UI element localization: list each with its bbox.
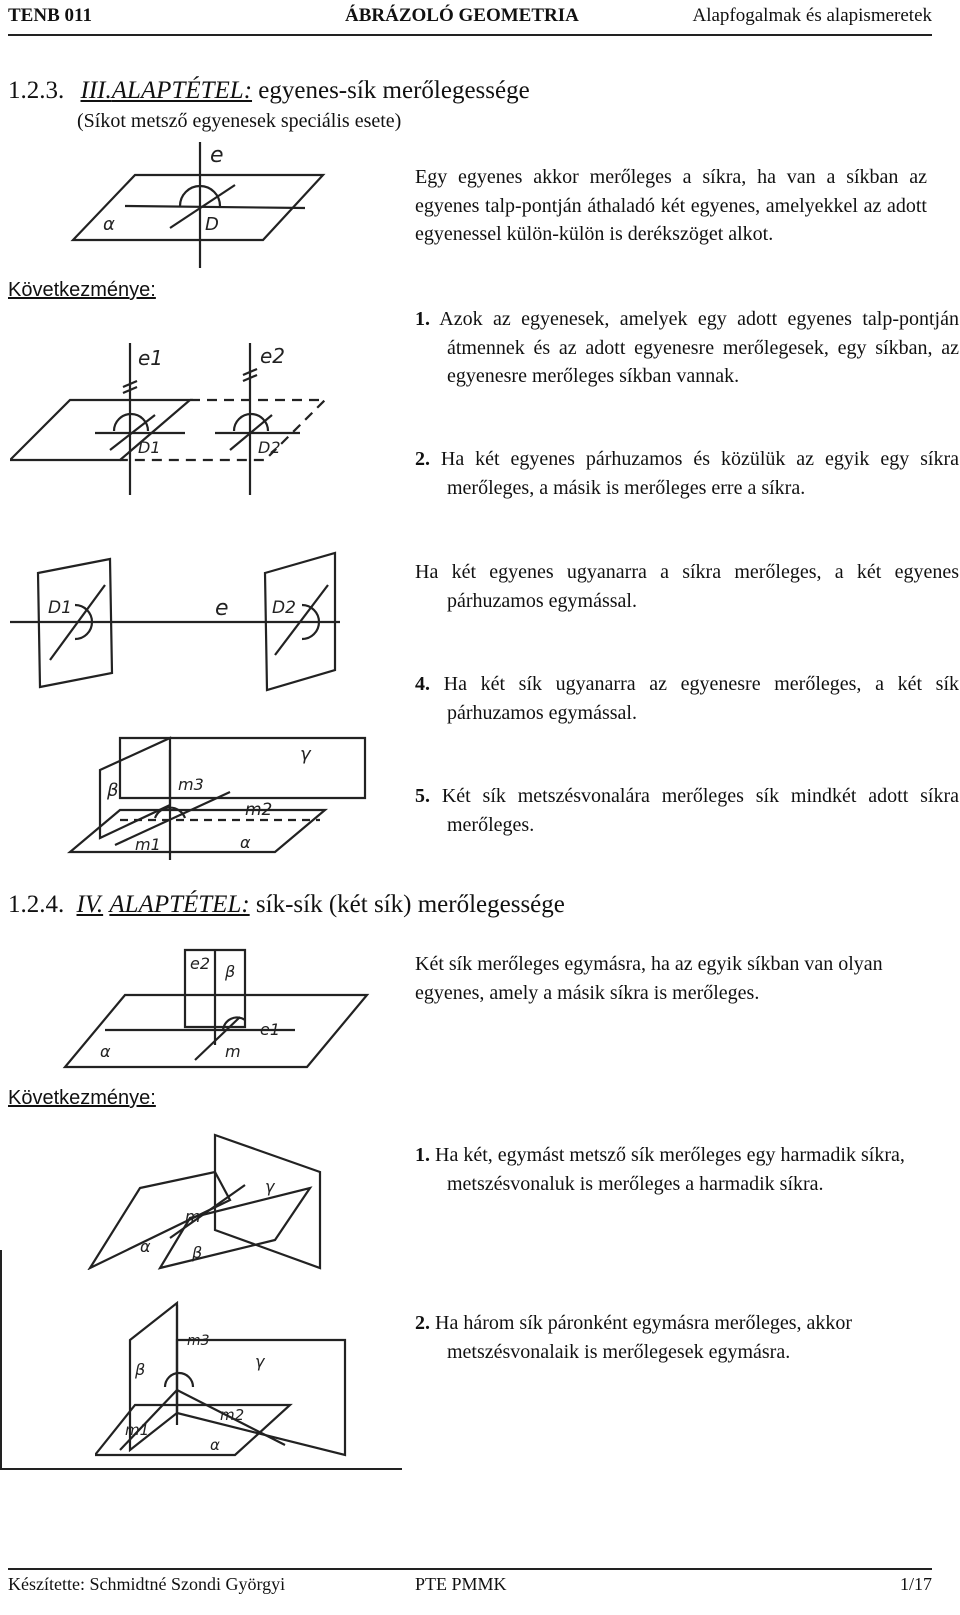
section1-roman: III. (80, 77, 112, 104)
section2-item-1-number: 1. (415, 1144, 430, 1166)
fig1-label-alpha: α (103, 214, 115, 235)
figure-parallel-lines-plane (10, 335, 330, 500)
section1-keyword: ALAPTÉTEL: (111, 77, 253, 104)
section1-item-3 (415, 558, 959, 615)
section1-item-2-text: Ha két egyenes párhuzamos és közülük az egyik egy síkra merőleges, a másik is merőleges erre a síkra. (440, 448, 959, 499)
fig3-label-d2: D2 (272, 598, 296, 618)
fig7-label-gamma: γ (255, 1352, 265, 1371)
section1-item-4-text: Ha két sík ugyanarra az egyenesre merőleges, a két sík párhuzamos egymással. (443, 673, 959, 724)
fig6-label-beta: β (192, 1243, 203, 1262)
section1-definition: Egy egyenes akkor merőleges a síkra, ha van a síkban az egyenes talp-pontján áthaladó két egyenes, amelyekkel az adott egyenessel külön-külön is derékszöget alkot. (415, 166, 927, 245)
footer-page-number: 1/17 (899, 1574, 932, 1594)
section2-number: 1.2.4. (8, 891, 65, 918)
fig2-label-d1: D1 (138, 438, 161, 457)
fig4-label-alpha: α (240, 833, 251, 852)
fig2-label-d2: D2 (258, 438, 281, 457)
section2-title-text: sík-sík (két sík) merőlegessége (255, 891, 565, 918)
footer-author: Készítette: Schmidtné Szondi Györgyi (8, 1574, 286, 1594)
section1-title-text: egyenes-sík merőlegessége (258, 77, 530, 104)
figure-plane-plane-perpendicular (45, 945, 370, 1075)
fig5-label-e1: e1 (260, 1020, 281, 1039)
section1-consequence-label: Következménye: (8, 279, 156, 301)
fig6-label-gamma: γ (265, 1177, 275, 1196)
section1-item-1-text: Azok az egyenesek, amelyek egy adott egyenes talp-pontján átmennek és az adott egyenesre merőlegesek, egy síkban, az egyenesre merőleges síkban vannak. (439, 308, 959, 387)
section2-roman: IV. (76, 891, 104, 918)
fig3-label-d1: D1 (48, 598, 72, 618)
fig1-label-d: D (205, 214, 219, 235)
fig7-label-alpha: α (210, 1436, 220, 1454)
section2-item-1-text: Ha két, egymást metsző sík merőleges egy harmadik síkra, metszésvonaluk is merőleges a harmadik síkra. (435, 1144, 905, 1195)
section1-item-5 (415, 782, 959, 839)
section2-item-2-number: 2. (415, 1312, 430, 1334)
fig1-label-e: e (210, 143, 224, 168)
fig2-label-e2: e2 (260, 344, 286, 368)
fig7-label-m1: m1 (125, 1421, 150, 1439)
header-chapter: Alapfogalmak és alapismeretek (692, 5, 932, 26)
header-subject: ÁBRÁZOLÓ GEOMETRIA (345, 5, 579, 26)
fig4-label-gamma: γ (300, 744, 311, 765)
section1-item-2 (415, 445, 959, 502)
fig5-label-alpha: α (100, 1042, 111, 1061)
section2-item-2 (415, 1309, 959, 1366)
figure-line-perpendicular-plane (65, 140, 335, 270)
section1-subtitle: (Síkot metsző egyenesek speciális esete) (77, 110, 402, 132)
section1-item-3-text: Ha két egyenes ugyanarra a síkra merőleges, a két egyenes párhuzamos egymással. (415, 561, 959, 612)
section1-title (8, 76, 530, 106)
section1-item-1-number: 1. (415, 308, 430, 330)
section2-keyword: ALAPTÉTEL: (109, 891, 250, 918)
fig7-label-beta: β (135, 1360, 146, 1379)
section1-item-4-number: 4. (415, 673, 430, 695)
fig7-label-m3: m3 (187, 1333, 210, 1349)
section2-definition: Két sík merőleges egymásra, ha az egyik síkban van olyan egyenes, amely a másik síkra is merőleges. (415, 953, 883, 1004)
fig2-label-e1: e1 (138, 346, 164, 370)
fig3-label-e: e (215, 596, 229, 621)
header-course-code: TENB 011 (8, 5, 92, 26)
footer-institution: PTE PMMK (415, 1574, 507, 1594)
section1-item-5-number: 5. (415, 785, 430, 807)
margin-line-vertical (0, 1250, 2, 1470)
fig6-label-m: m (185, 1207, 201, 1226)
section2-title (8, 890, 565, 920)
fig5-label-m: m (225, 1042, 241, 1061)
section1-item-5-text: Két sík metszésvonalára merőleges sík mindkét adott síkra merőleges. (441, 785, 959, 836)
fig5-label-e2: e2 (190, 954, 211, 973)
section2-item-1 (415, 1141, 959, 1198)
footer-rule (8, 1568, 932, 1570)
section1-item-4 (415, 670, 959, 727)
section1-number: 1.2.3. (8, 77, 65, 104)
fig7-label-m2: m2 (220, 1406, 245, 1424)
fig4-label-m1: m1 (135, 835, 161, 854)
section1-item-2-number: 2. (415, 448, 430, 470)
margin-line-horizontal (0, 1468, 402, 1470)
fig4-label-m2: m2 (245, 800, 273, 820)
section1-item-1 (415, 305, 959, 391)
fig5-label-beta: β (225, 962, 236, 981)
figure-three-planes-intersection (55, 730, 375, 870)
figure-three-mutually-perpendicular-planes (95, 1295, 350, 1460)
fig4-label-m3: m3 (178, 775, 204, 794)
section2-item-2-text: Ha három sík páronként egymásra merőleges, akkor metszésvonalaik is merőlegesek egymásra. (435, 1312, 853, 1363)
figure-two-planes-perpendicular-third (80, 1130, 325, 1270)
header-rule (8, 34, 932, 36)
fig4-label-beta: β (107, 780, 119, 801)
fig6-label-alpha: α (140, 1237, 151, 1256)
figure-two-parallel-planes-line (10, 545, 340, 695)
section2-consequence-label: Következménye: (8, 1087, 156, 1109)
